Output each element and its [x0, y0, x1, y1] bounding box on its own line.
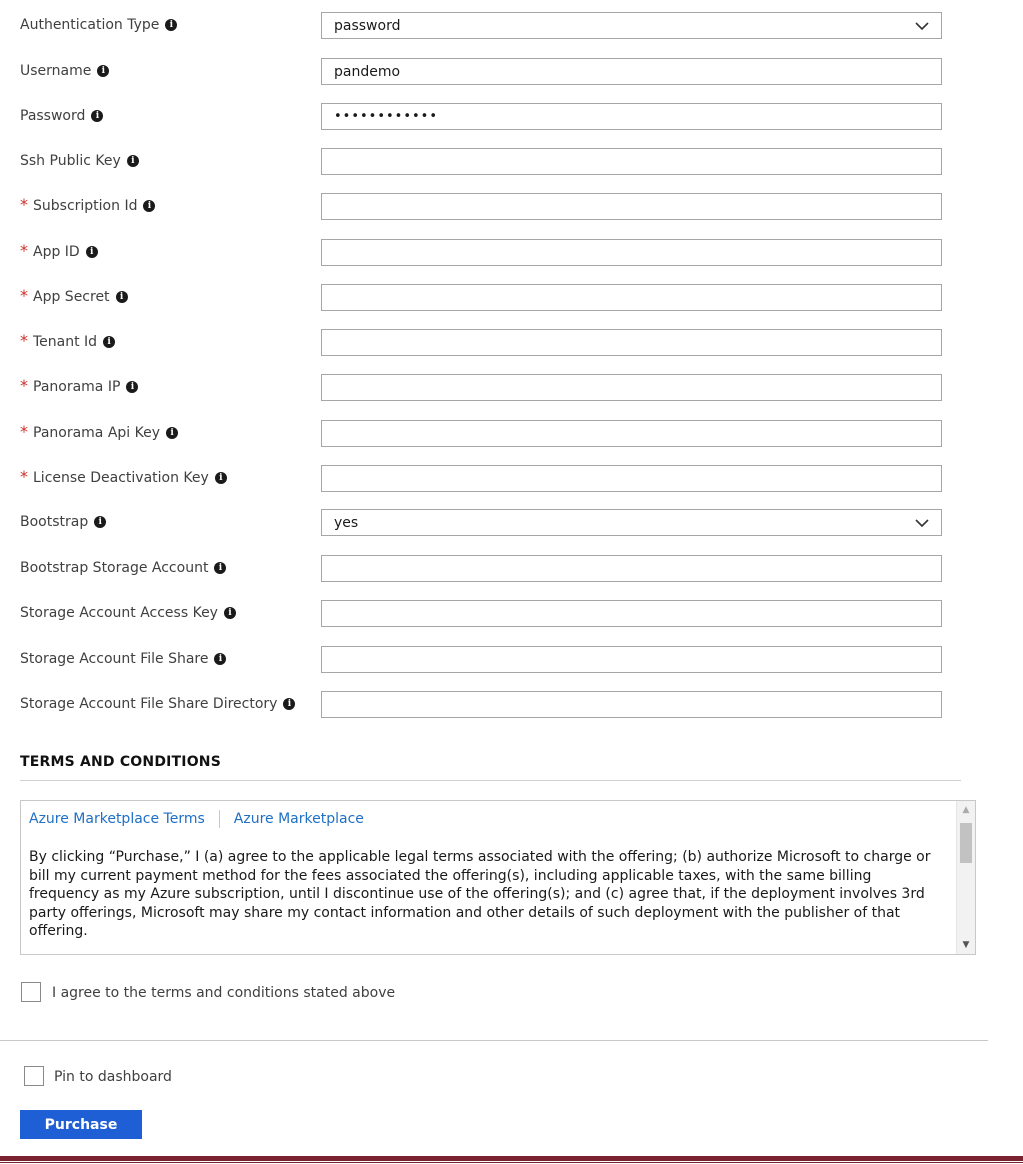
- license-deactivation-key-label-text: License Deactivation Key: [33, 470, 209, 486]
- terms-line: offering.: [29, 923, 88, 939]
- form-row-auth-type: [0, 12, 1023, 42]
- terms-links: [29, 809, 364, 829]
- info-icon[interactable]: i: [165, 19, 177, 31]
- username-input[interactable]: [321, 58, 942, 85]
- form-row-bootstrap: [0, 509, 1023, 539]
- storage-account-file-share-label: [20, 646, 226, 672]
- scroll-thumb[interactable]: [960, 823, 972, 863]
- panorama-ip-input[interactable]: [321, 374, 942, 401]
- agree-terms-checkbox[interactable]: [21, 982, 41, 1002]
- tenant-id-input[interactable]: [321, 329, 942, 356]
- info-icon[interactable]: i: [214, 562, 226, 574]
- agree-terms-label: I agree to the terms and conditions stated above: [52, 985, 396, 1001]
- username-label: [20, 58, 109, 84]
- info-icon[interactable]: i: [143, 200, 155, 212]
- bootstrap-storage-account-input[interactable]: [321, 555, 942, 582]
- bootstrap-storage-account-label: [20, 555, 226, 581]
- info-icon[interactable]: i: [91, 110, 103, 122]
- terms-line: frequency as my Azure subscription, until I discontinue use of the offering(s); and (c) agree that, if the deployment involves 3rd: [29, 886, 925, 902]
- required-asterisk: *: [20, 240, 28, 260]
- panorama-ip-label-text: Panorama IP: [33, 379, 121, 395]
- panorama-api-key-label: [20, 420, 178, 446]
- password-label-text: Password: [20, 108, 86, 124]
- tenant-id-label-text: Tenant Id: [33, 334, 98, 350]
- azure-marketplace-link[interactable]: Azure Marketplace: [233, 811, 364, 827]
- info-icon[interactable]: i: [224, 607, 236, 619]
- app-id-input[interactable]: [321, 239, 942, 266]
- app-secret-input[interactable]: [321, 284, 942, 311]
- storage-account-file-share-directory-label: [20, 691, 295, 717]
- form-row-ssh-public-key: [0, 148, 1023, 178]
- scroll-up-arrow-icon[interactable]: ▲: [962, 805, 970, 815]
- required-asterisk: *: [20, 421, 28, 441]
- info-icon[interactable]: i: [94, 516, 106, 528]
- form-row-panorama-api-key: [0, 420, 1023, 450]
- storage-account-file-share-directory-label-text: Storage Account File Share Directory: [20, 696, 278, 712]
- app-secret-label-text: App Secret: [33, 289, 110, 305]
- terms-text: [29, 848, 949, 941]
- footer-bar-thin: [0, 1162, 1023, 1163]
- pin-to-dashboard-checkbox[interactable]: [24, 1066, 44, 1086]
- info-icon[interactable]: i: [214, 653, 226, 665]
- info-icon[interactable]: i: [116, 291, 128, 303]
- auth-type-value: password: [334, 17, 401, 34]
- form-row-license-deactivation-key: [0, 465, 1023, 495]
- form-row-bootstrap-storage-account: [0, 555, 1023, 585]
- license-deactivation-key-input[interactable]: [321, 465, 942, 492]
- chevron-down-icon[interactable]: [915, 518, 929, 528]
- terms-box: [20, 800, 976, 955]
- app-id-label-text: App ID: [33, 244, 80, 260]
- panorama-ip-label: [20, 374, 138, 400]
- required-asterisk: *: [20, 375, 28, 395]
- info-icon[interactable]: i: [126, 381, 138, 393]
- subscription-id-input[interactable]: [321, 193, 942, 220]
- bootstrap-value: yes: [334, 514, 359, 531]
- license-deactivation-key-label: [20, 465, 227, 491]
- azure-marketplace-terms-link[interactable]: Azure Marketplace Terms: [29, 811, 205, 827]
- storage-account-access-key-label: [20, 600, 236, 626]
- chevron-down-icon[interactable]: [915, 21, 929, 31]
- required-asterisk: *: [20, 466, 28, 486]
- terms-line: By clicking “Purchase,” I (a) agree to the applicable legal terms associated with the offering; (b) authorize Microsoft to charge or: [29, 849, 931, 865]
- panorama-api-key-input[interactable]: [321, 420, 942, 447]
- storage-account-file-share-directory-input[interactable]: [321, 691, 942, 718]
- required-asterisk: *: [20, 194, 28, 214]
- bootstrap-dropdown[interactable]: [321, 509, 942, 536]
- bootstrap-label: [20, 509, 106, 535]
- form-row-storage-account-file-share: [0, 646, 1023, 676]
- required-asterisk: *: [20, 285, 28, 305]
- password-input[interactable]: [321, 103, 942, 130]
- bootstrap-label-text: Bootstrap: [20, 514, 89, 530]
- auth-type-dropdown[interactable]: [321, 12, 942, 39]
- required-asterisk: *: [20, 330, 28, 350]
- terms-section-title: TERMS AND CONDITIONS: [20, 754, 222, 770]
- username-value: pandemo: [334, 63, 401, 80]
- storage-account-access-key-label-text: Storage Account Access Key: [20, 605, 218, 621]
- form-row-tenant-id: [0, 329, 1023, 359]
- form-row-app-secret: [0, 284, 1023, 314]
- terms-line: party offerings, Microsoft may share my contact information and other details of such deployment with the publisher of that: [29, 904, 901, 921]
- scroll-down-arrow-icon[interactable]: ▼: [962, 940, 970, 950]
- ssh-public-key-label: [20, 148, 139, 174]
- purchase-button[interactable]: Purchase: [20, 1110, 142, 1139]
- footer-bar: [0, 1156, 1023, 1161]
- form-row-storage-account-access-key: [0, 600, 1023, 630]
- app-secret-label: [20, 284, 128, 310]
- username-label-text: Username: [20, 63, 92, 79]
- subscription-id-label-text: Subscription Id: [33, 198, 138, 214]
- storage-account-access-key-input[interactable]: [321, 600, 942, 627]
- form-row-subscription-id: [0, 193, 1023, 223]
- ssh-public-key-label-text: Ssh Public Key: [20, 153, 121, 169]
- form-row-storage-account-file-share-directory: [0, 691, 1023, 721]
- pin-to-dashboard-label: Pin to dashboard: [54, 1069, 172, 1085]
- form-row-username: [0, 58, 1023, 88]
- subscription-id-label: [20, 193, 155, 219]
- form-row-panorama-ip: [0, 374, 1023, 404]
- password-value: ••••••••••••: [334, 109, 439, 124]
- storage-account-file-share-input[interactable]: [321, 646, 942, 673]
- info-icon[interactable]: i: [97, 65, 109, 77]
- tenant-id-label: [20, 329, 115, 355]
- info-icon[interactable]: i: [166, 427, 178, 439]
- link-separator: [219, 810, 220, 828]
- form-row-app-id: [0, 239, 1023, 269]
- section-divider: [20, 780, 961, 781]
- app-id-label: [20, 239, 98, 265]
- form-row-password: [0, 103, 1023, 133]
- password-label: [20, 103, 103, 129]
- info-icon[interactable]: i: [215, 472, 227, 484]
- footer-divider: [0, 1040, 988, 1041]
- auth-type-label-text: Authentication Type: [20, 17, 160, 33]
- ssh-public-key-input[interactable]: [321, 148, 942, 175]
- panorama-api-key-label-text: Panorama Api Key: [33, 425, 161, 441]
- bootstrap-storage-account-label-text: Bootstrap Storage Account: [20, 560, 209, 576]
- storage-account-file-share-label-text: Storage Account File Share: [20, 651, 209, 667]
- terms-line: bill my current payment method for the fees associated the offering(s), including applicable taxes, with the same billing: [29, 867, 872, 884]
- auth-type-label: [20, 12, 177, 38]
- terms-scrollbar[interactable]: [956, 801, 975, 954]
- info-icon[interactable]: i: [283, 698, 295, 710]
- info-icon[interactable]: i: [103, 336, 115, 348]
- info-icon[interactable]: i: [127, 155, 139, 167]
- info-icon[interactable]: i: [86, 246, 98, 258]
